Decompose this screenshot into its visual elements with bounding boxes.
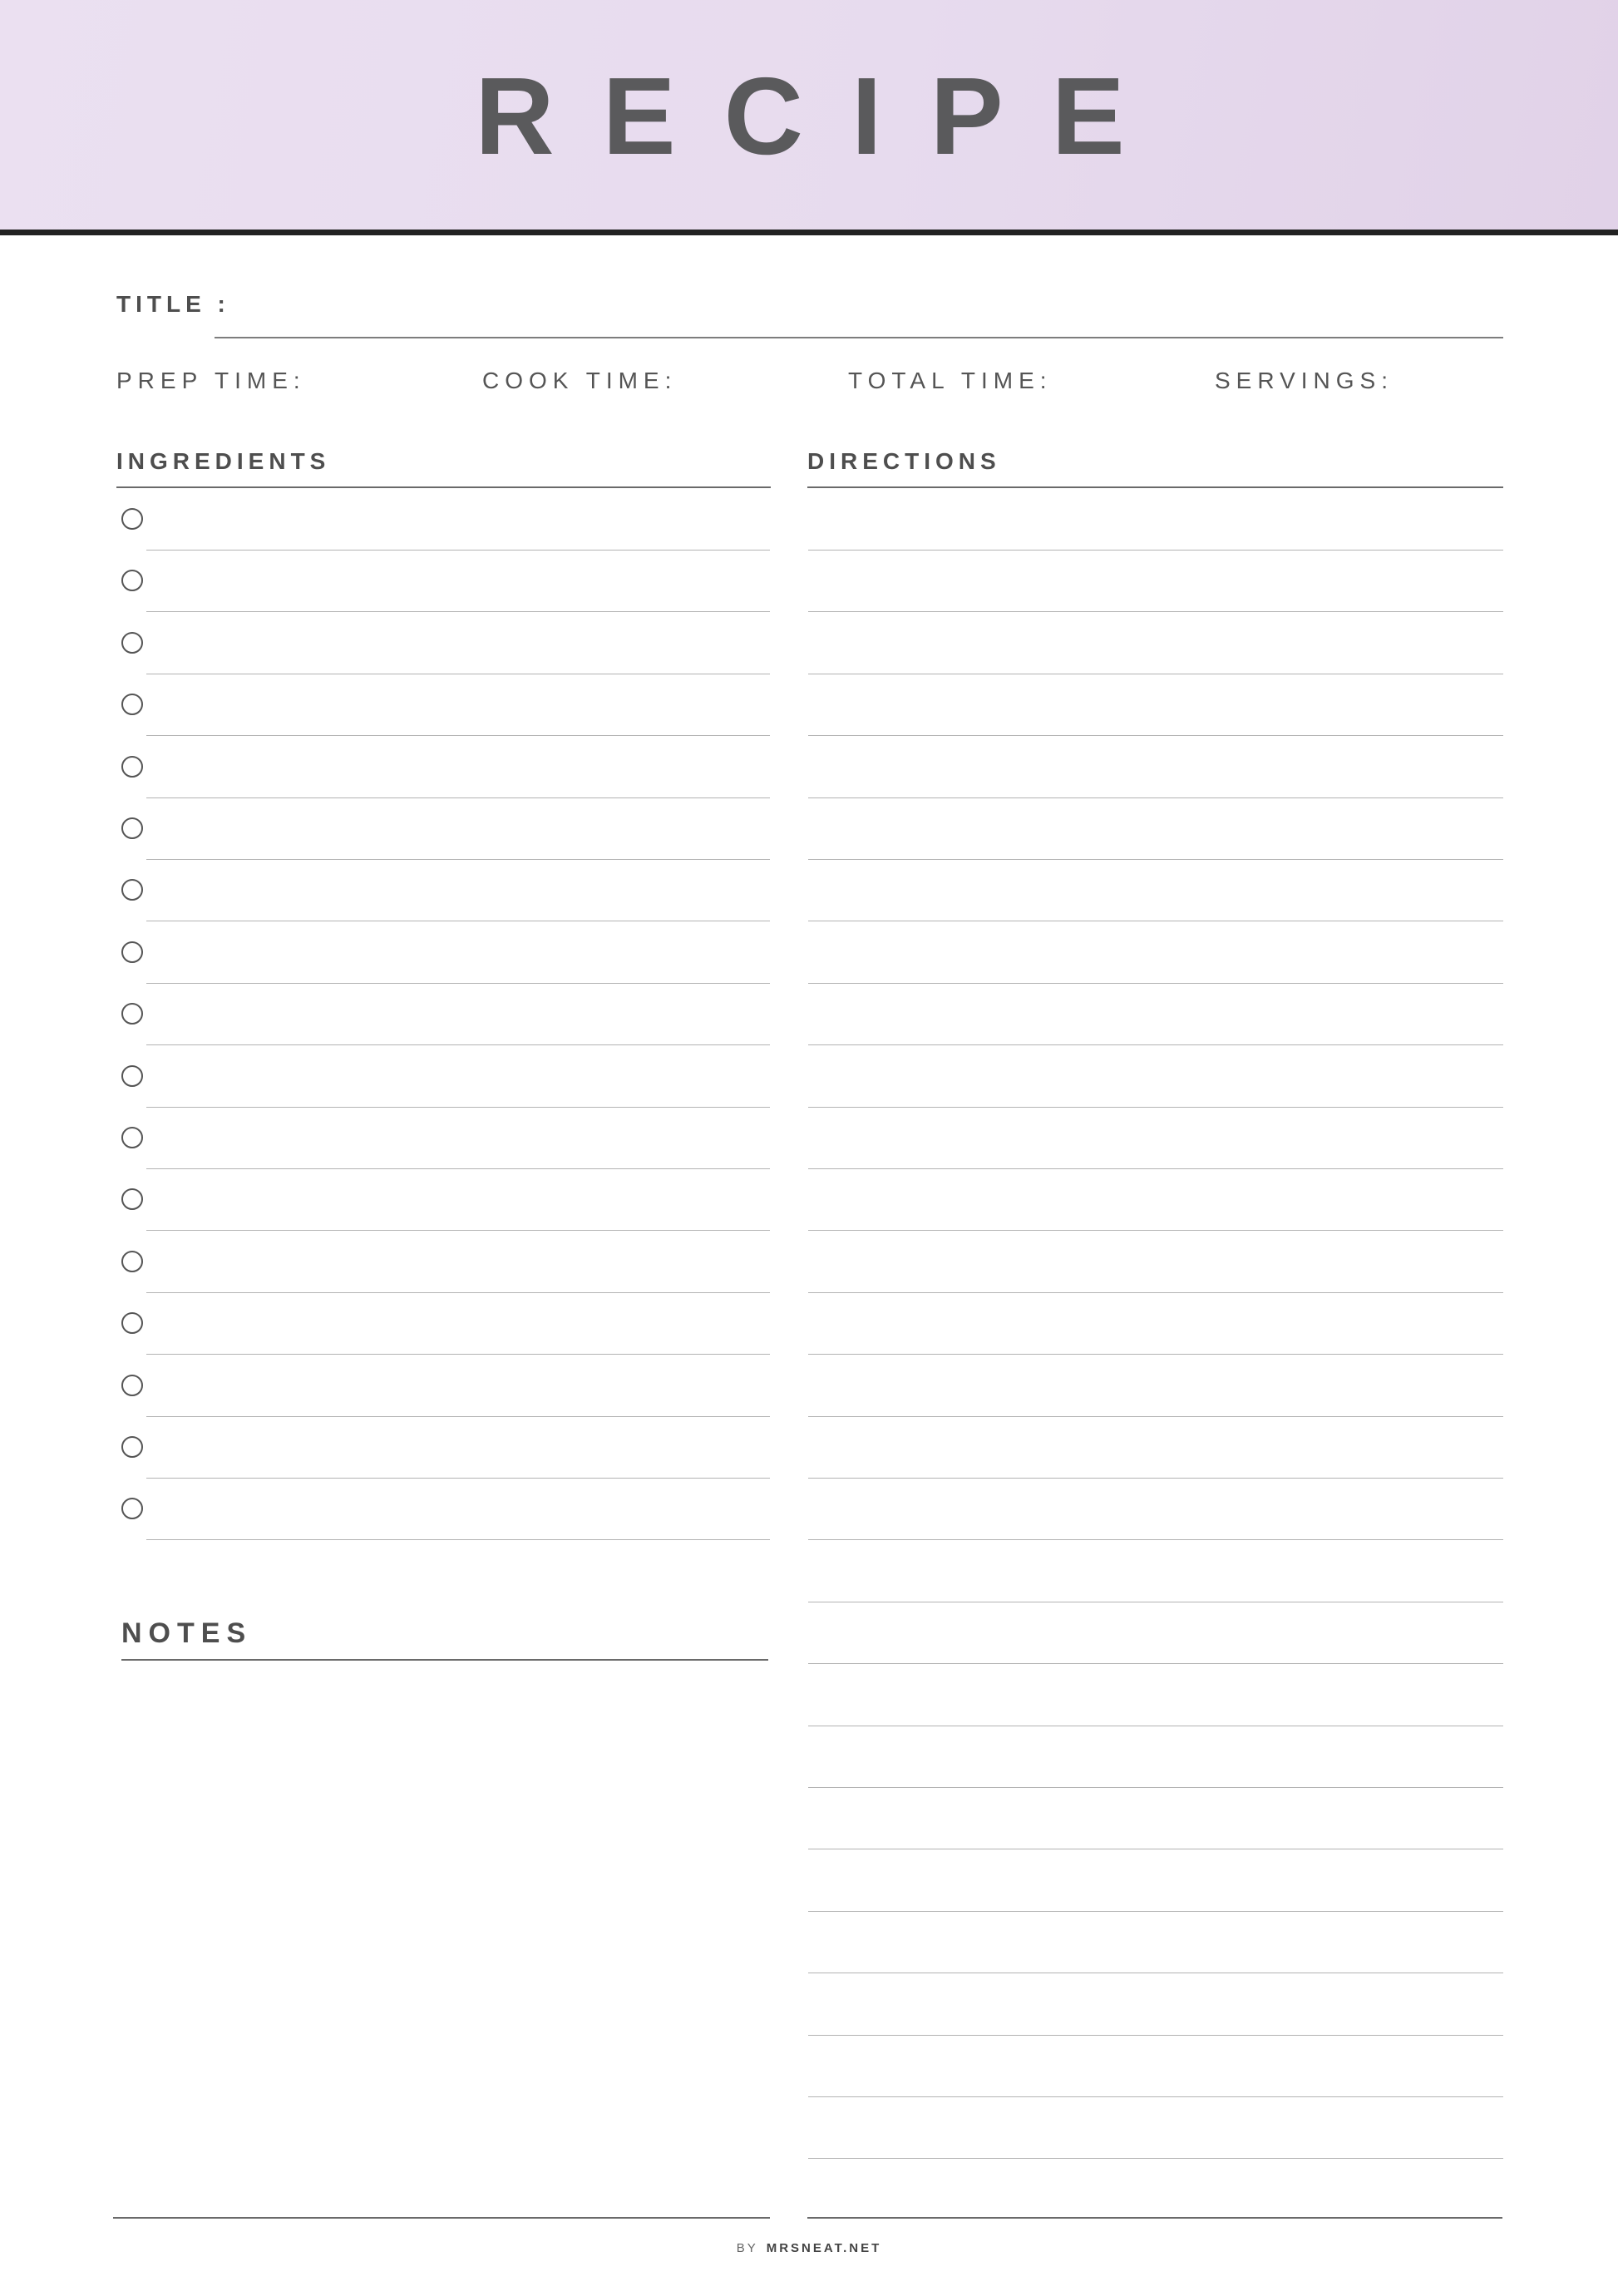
ingredient-line[interactable]	[146, 859, 770, 860]
direction-line[interactable]	[808, 735, 1503, 736]
direction-line[interactable]	[808, 2035, 1503, 2036]
ingredient-checkbox[interactable]	[121, 1251, 143, 1272]
direction-line[interactable]	[808, 1044, 1503, 1045]
footer-site: MRSNEAT.NET	[766, 2241, 882, 2255]
direction-line[interactable]	[808, 2096, 1503, 2097]
ingredient-checkbox[interactable]	[121, 1498, 143, 1519]
title-input-line[interactable]	[215, 337, 1503, 338]
ingredient-checkbox[interactable]	[121, 632, 143, 654]
notes-area[interactable]	[121, 1667, 768, 2208]
notes-bottom-rule	[113, 2217, 770, 2219]
ingredient-checkbox[interactable]	[121, 1188, 143, 1210]
direction-line[interactable]	[808, 611, 1503, 612]
ingredient-checkbox[interactable]	[121, 1312, 143, 1334]
ingredient-line[interactable]	[146, 1416, 770, 1417]
direction-line[interactable]	[808, 1787, 1503, 1788]
ingredient-line[interactable]	[146, 1292, 770, 1293]
direction-line[interactable]	[808, 1354, 1503, 1355]
ingredient-checkbox[interactable]	[121, 1003, 143, 1025]
servings-label: SERVINGS:	[1215, 368, 1394, 393]
ingredients-heading-rule	[116, 486, 771, 488]
ingredient-line[interactable]	[146, 1539, 770, 1540]
ingredient-line[interactable]	[146, 1107, 770, 1108]
ingredient-line[interactable]	[146, 1230, 770, 1231]
notes-heading: NOTES	[121, 1617, 253, 1649]
ingredient-line[interactable]	[146, 797, 770, 798]
direction-line[interactable]	[808, 983, 1503, 984]
direction-line[interactable]	[808, 550, 1503, 551]
ingredient-line[interactable]	[146, 1168, 770, 1169]
direction-line[interactable]	[808, 797, 1503, 798]
ingredient-checkbox[interactable]	[121, 508, 143, 530]
direction-line[interactable]	[808, 1911, 1503, 1912]
ingredient-checkbox[interactable]	[121, 570, 143, 591]
ingredient-checkbox[interactable]	[121, 1127, 143, 1148]
prep-time-label: PREP TIME:	[116, 368, 306, 393]
ingredient-checkbox[interactable]	[121, 941, 143, 963]
direction-line[interactable]	[808, 1292, 1503, 1293]
page-title: RECIPE	[475, 55, 1173, 177]
title-label: TITLE :	[116, 291, 230, 317]
header-divider	[0, 230, 1618, 235]
direction-line[interactable]	[808, 1107, 1503, 1108]
total-time-label: TOTAL TIME:	[848, 368, 1053, 393]
direction-line[interactable]	[808, 2158, 1503, 2159]
ingredient-checkbox[interactable]	[121, 1436, 143, 1458]
ingredient-line[interactable]	[146, 1044, 770, 1045]
ingredient-line[interactable]	[146, 611, 770, 612]
footer-credit	[0, 2240, 1618, 2257]
ingredients-heading: INGREDIENTS	[116, 448, 331, 474]
direction-line[interactable]	[808, 1663, 1503, 1664]
ingredient-checkbox[interactable]	[121, 694, 143, 715]
direction-line[interactable]	[808, 1539, 1503, 1540]
ingredient-line[interactable]	[146, 1354, 770, 1355]
cook-time-label: COOK TIME:	[482, 368, 678, 393]
ingredient-checkbox[interactable]	[121, 1065, 143, 1087]
ingredient-checkbox[interactable]	[121, 756, 143, 778]
ingredient-line[interactable]	[146, 735, 770, 736]
ingredient-checkbox[interactable]	[121, 817, 143, 839]
directions-heading: DIRECTIONS	[807, 448, 1001, 474]
footer-by: BY	[736, 2241, 758, 2255]
ingredient-line[interactable]	[146, 1478, 770, 1479]
header-banner	[0, 0, 1618, 230]
direction-line[interactable]	[808, 859, 1503, 860]
ingredient-line[interactable]	[146, 983, 770, 984]
notes-heading-rule	[121, 1659, 768, 1661]
directions-heading-rule	[807, 486, 1503, 488]
direction-line[interactable]	[808, 1416, 1503, 1417]
ingredient-line[interactable]	[146, 550, 770, 551]
direction-line[interactable]	[808, 1168, 1503, 1169]
directions-bottom-rule	[807, 2217, 1502, 2219]
ingredient-checkbox[interactable]	[121, 1375, 143, 1396]
direction-line[interactable]	[808, 1478, 1503, 1479]
direction-line[interactable]	[808, 1230, 1503, 1231]
ingredient-checkbox[interactable]	[121, 879, 143, 901]
